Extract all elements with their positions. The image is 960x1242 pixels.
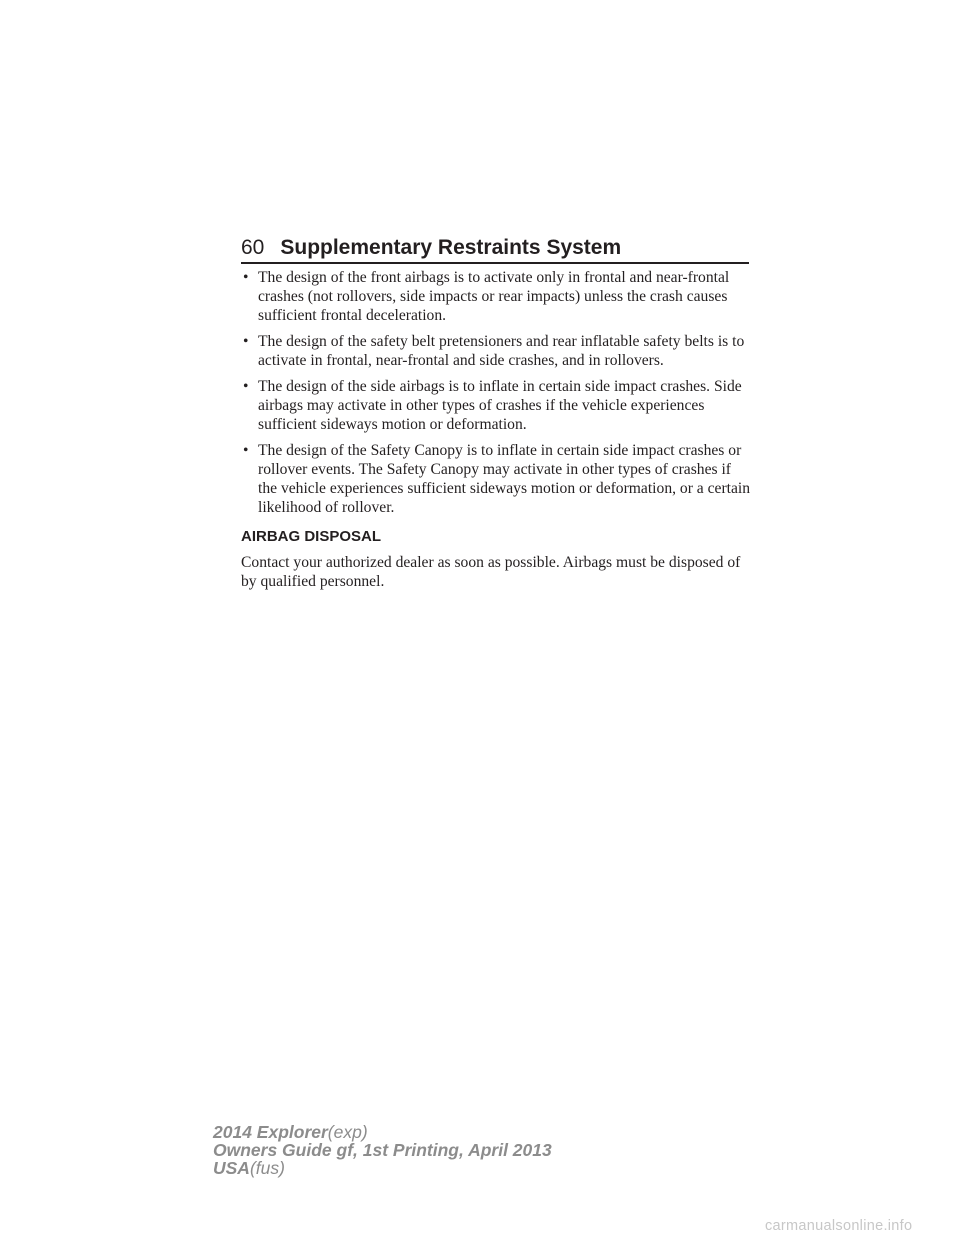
disposal-text: Contact your authorized dealer as soon as possible. Airbags must be disposed of by qualified personnel. xyxy=(241,554,741,590)
page-header xyxy=(241,228,749,264)
footer-line-3 xyxy=(213,1159,552,1177)
footer-line-1 xyxy=(213,1123,552,1141)
bullet-icon: • xyxy=(243,442,249,459)
bullet-text: The design of the front airbags is to activate only in frontal and near-frontal crashes (not rollovers, side impacts or rear impacts) unless the crash causes sufficient frontal deceleration. xyxy=(258,269,730,324)
footer-line-2: Owners Guide gf, 1st Printing, April 2013 xyxy=(213,1140,552,1160)
footer-model-code: (exp) xyxy=(327,1122,368,1142)
bullet-list xyxy=(241,268,751,517)
bullet-icon: • xyxy=(243,378,249,395)
bullet-text: The design of the Safety Canopy is to inflate in certain side impact crashes or rollover events. The Safety Canopy may activate in other types of crashes if the vehicle experiences sufficient sideways motion or deformation, or a certain likelihood of rollover. xyxy=(258,442,751,516)
section-title: Supplementary Restraints System xyxy=(280,236,622,259)
list-item xyxy=(241,332,751,370)
footer-market-code: (fus) xyxy=(249,1158,285,1178)
list-item xyxy=(241,377,751,434)
bullet-icon: • xyxy=(243,333,249,350)
page-content xyxy=(241,268,751,591)
list-item xyxy=(241,268,751,325)
page-number: 60 xyxy=(241,236,265,259)
bullet-icon: • xyxy=(243,269,249,286)
list-item xyxy=(241,441,751,517)
watermark-text: carmanualsonline.info xyxy=(765,1218,913,1234)
footer-market: USA xyxy=(213,1158,250,1178)
disposal-heading: AIRBAG DISPOSAL xyxy=(241,528,382,545)
bullet-text: The design of the safety belt pretensioners and rear inflatable safety belts is to activate in frontal, near-frontal and side crashes, and in rollovers. xyxy=(258,333,745,369)
footer-model: 2014 Explorer xyxy=(213,1122,328,1142)
bullet-text: The design of the side airbags is to inflate in certain side impact crashes. Side airbags may activate in other types of crashes if the vehicle experiences sufficient sideways motion or deformation. xyxy=(258,378,742,433)
page-footer xyxy=(213,1123,552,1177)
